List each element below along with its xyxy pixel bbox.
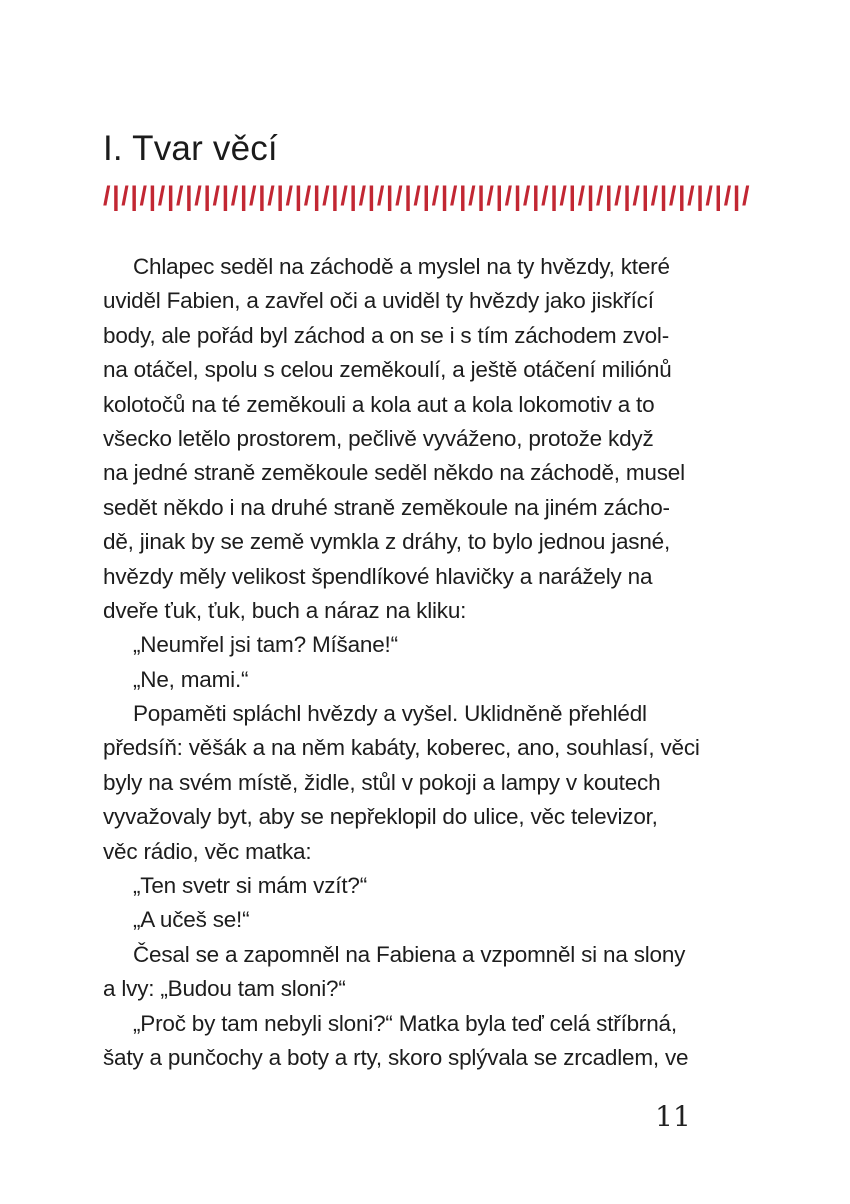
text-line: „A učeš se!“ — [133, 907, 250, 933]
text-line: předsíň: věšák a na něm kabáty, koberec, ano, souhlasí, věci — [103, 735, 700, 761]
text-line: uviděl Fabien, a zavřel oči a uviděl ty hvězdy jako jiskřící — [103, 288, 654, 314]
chapter-title: I. Tvar věcí — [103, 129, 278, 169]
text-line: sedět někdo i na druhé straně zeměkoule na jiném zácho- — [103, 494, 670, 520]
text-line: „Neumřel jsi tam? Míšane!“ — [133, 632, 398, 658]
text-line: „Proč by tam nebyli sloni?“ Matka byla teď celá stříbrná, — [133, 1010, 677, 1036]
text-line: a lvy: „Budou tam sloni?“ — [103, 976, 346, 1002]
text-line: body, ale pořád byl záchod a on se i s tím záchodem zvol- — [103, 322, 669, 348]
page-number: 11 — [655, 1100, 691, 1133]
text-line: Česal se a zapomněl na Fabiena a vzpomněl si na slony — [133, 941, 686, 967]
text-line: věc rádio, věc matka: — [103, 838, 312, 864]
text-line: na jedné straně zeměkoule seděl někdo na záchodě, musel — [103, 460, 685, 486]
text-line: kolotočů na té zeměkouli a kola aut a kola lokomotiv a to — [103, 391, 655, 417]
slash-divider-decoration: /|/|/|/|/|/|/|/|/|/|/|/|/|/|/|/|/|/|/|/|/|/|/|/|/|/|/|/|/|/|/|/|/|/|/|/ — [103, 181, 751, 211]
text-line: dveře ťuk, ťuk, buch a náraz na kliku: — [103, 597, 467, 623]
text-line: všecko letělo prostorem, pečlivě vyváženo, protože když — [103, 425, 654, 451]
text-line: „Ne, mami.“ — [133, 666, 249, 692]
text-line: Chlapec seděl na záchodě a myslel na ty hvězdy, které — [133, 254, 670, 279]
text-line: hvězdy měly velikost špendlíkové hlavičky a narážely na — [103, 563, 653, 589]
body-text — [103, 250, 763, 1075]
text-line: šaty a punčochy a boty a rty, skoro splývala se zrcadlem, ve — [103, 1044, 689, 1070]
text-line: „Ten svetr si mám vzít?“ — [133, 873, 367, 899]
text-line: dě, jinak by se země vymkla z dráhy, to bylo jednou jasné, — [103, 529, 671, 555]
text-line: na otáčel, spolu s celou zeměkoulí, a ještě otáčení miliónů — [103, 357, 672, 383]
text-line: Popaměti spláchl hvězdy a vyšel. Uklidněně přehlédl — [133, 701, 647, 727]
text-line: vyvažovaly byt, aby se nepřeklopil do ulice, věc televizor, — [103, 804, 658, 830]
text-line: byly na svém místě, židle, stůl v pokoji a lampy v koutech — [103, 769, 661, 795]
